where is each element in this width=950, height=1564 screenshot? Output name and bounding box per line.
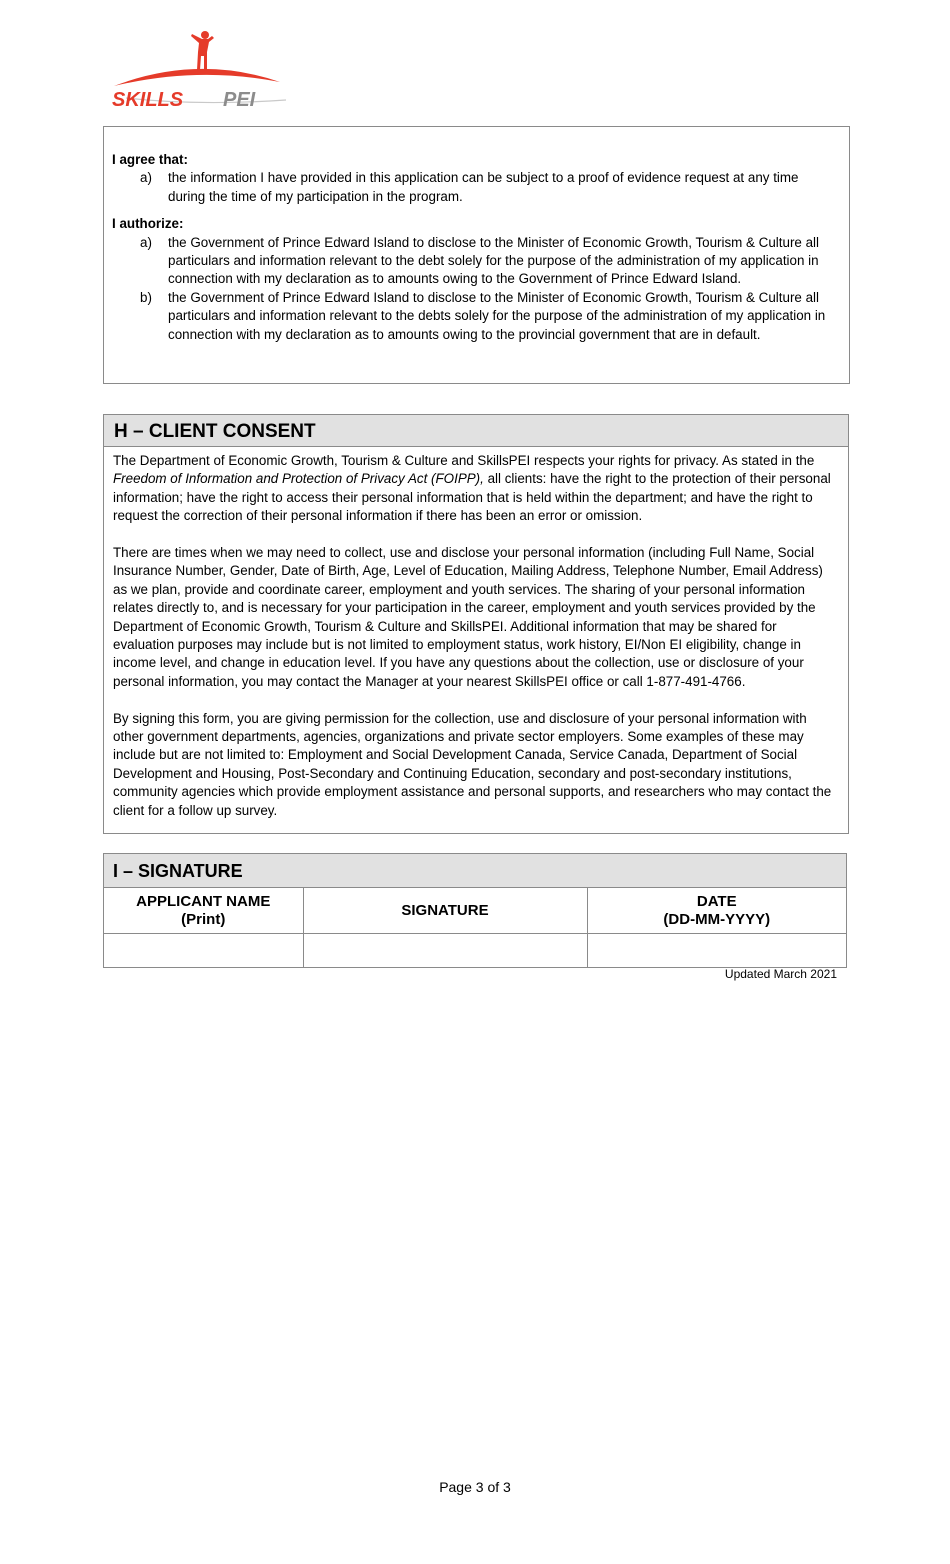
authorize-item — [112, 234, 839, 289]
consent-paragraph-1: The Department of Economic Growth, Tourism & Culture and SkillsPEI respects your rights for privacy. As stated in the Freedom of Information and Protection of Privacy Act (FOIPP), all clients: have the right to the protection of their personal information; have the right to access their personal information that is held within the department; and have the right to request the correction of their personal information if there has been an error or omission. — [113, 453, 831, 524]
client-consent-title: H – CLIENT CONSENT — [104, 415, 848, 447]
signature-title: I – SIGNATURE — [104, 854, 846, 888]
agreement-box — [103, 126, 850, 384]
signature-header: SIGNATURE — [303, 888, 587, 934]
page-number: Page 3 of 3 — [439, 1479, 511, 1495]
item-text: the information I have provided in this application can be subject to a proof of evidence request at any time during the time of my participation in the program. — [168, 170, 799, 204]
item-text: the Government of Prince Edward Island to disclose to the Minister of Economic Growth, Tourism & Culture all particulars and information relevant to the debts solely for the purpose of the administration of my application in connection with my declaration as to amounts owing to the provincial government that are in default. — [168, 289, 826, 342]
updated-date: Updated March 2021 — [724, 967, 837, 981]
applicant-name-header: APPLICANT NAME (Print) — [104, 888, 303, 934]
item-label: a) — [140, 234, 152, 250]
item-label: a) — [140, 170, 152, 186]
authorize-item — [112, 289, 839, 344]
signature-field[interactable] — [303, 934, 587, 969]
agree-heading: I agree that: — [112, 152, 188, 167]
foipp-act-title: Freedom of Information and Protection of Privacy Act (FOIPP), — [113, 471, 484, 487]
wordmark-pei: PEI — [223, 89, 256, 110]
item-label: b) — [140, 289, 152, 305]
skillspei-logo — [108, 26, 293, 110]
authorize-heading: I authorize: — [112, 216, 184, 232]
signature-section — [103, 853, 847, 968]
person-figure-icon — [191, 31, 214, 70]
date-field[interactable] — [587, 934, 846, 969]
agree-item — [112, 169, 839, 206]
signature-table — [104, 888, 846, 968]
applicant-name-field[interactable] — [104, 934, 303, 969]
date-header: DATE (DD-MM-YYYY) — [587, 888, 846, 934]
wordmark-skills: SKILLS — [112, 89, 184, 110]
consent-paragraph-3: By signing this form, you are giving permission for the collection, use and disclosure of your personal information with other government departments, agencies, organizations and private sector employers. Some examples of these may include but are not limited to: Employment and Social Development Canada, Service Canada, Department of Social Development and Housing, Post-Secondary and Continuing Education, secondary and post-secondary institutions, community agencies which provide employment assistance and personal supports, and researchers who may contact the client for a follow up survey. — [113, 710, 832, 818]
client-consent-section — [103, 414, 849, 834]
item-text: the Government of Prince Edward Island to disclose to the Minister of Economic Growth, Tourism & Culture all particulars and information relevant to the debt solely for the purpose of the administration of my application in connection with my declaration as to amounts owing to the Government of Prince Edward Island. — [168, 234, 819, 287]
consent-paragraph-2: There are times when we may need to collect, use and disclose your personal information (including Full Name, Social Insurance Number, Gender, Date of Birth, Age, Level of Education, Mailing Address, Telephone Number, Email Address) as we plan, provide and coordinate career, employment and youth services. The sharing of your personal information relates directly to, and is necessary for your participation in the career, employment and youth services provided by the Department of Economic Growth, Tourism & Culture and SkillsPEI. Additional information that may be shared for evaluation purposes may include but is not limited to employment status, work history, EI/Non EI eligibility, change in income level, and change in education level. If you have any questions about the collection, use or disclosure of your personal information, you may contact the Manager at your nearest SkillsPEI office or call 1-877-491-4766. — [113, 545, 823, 689]
